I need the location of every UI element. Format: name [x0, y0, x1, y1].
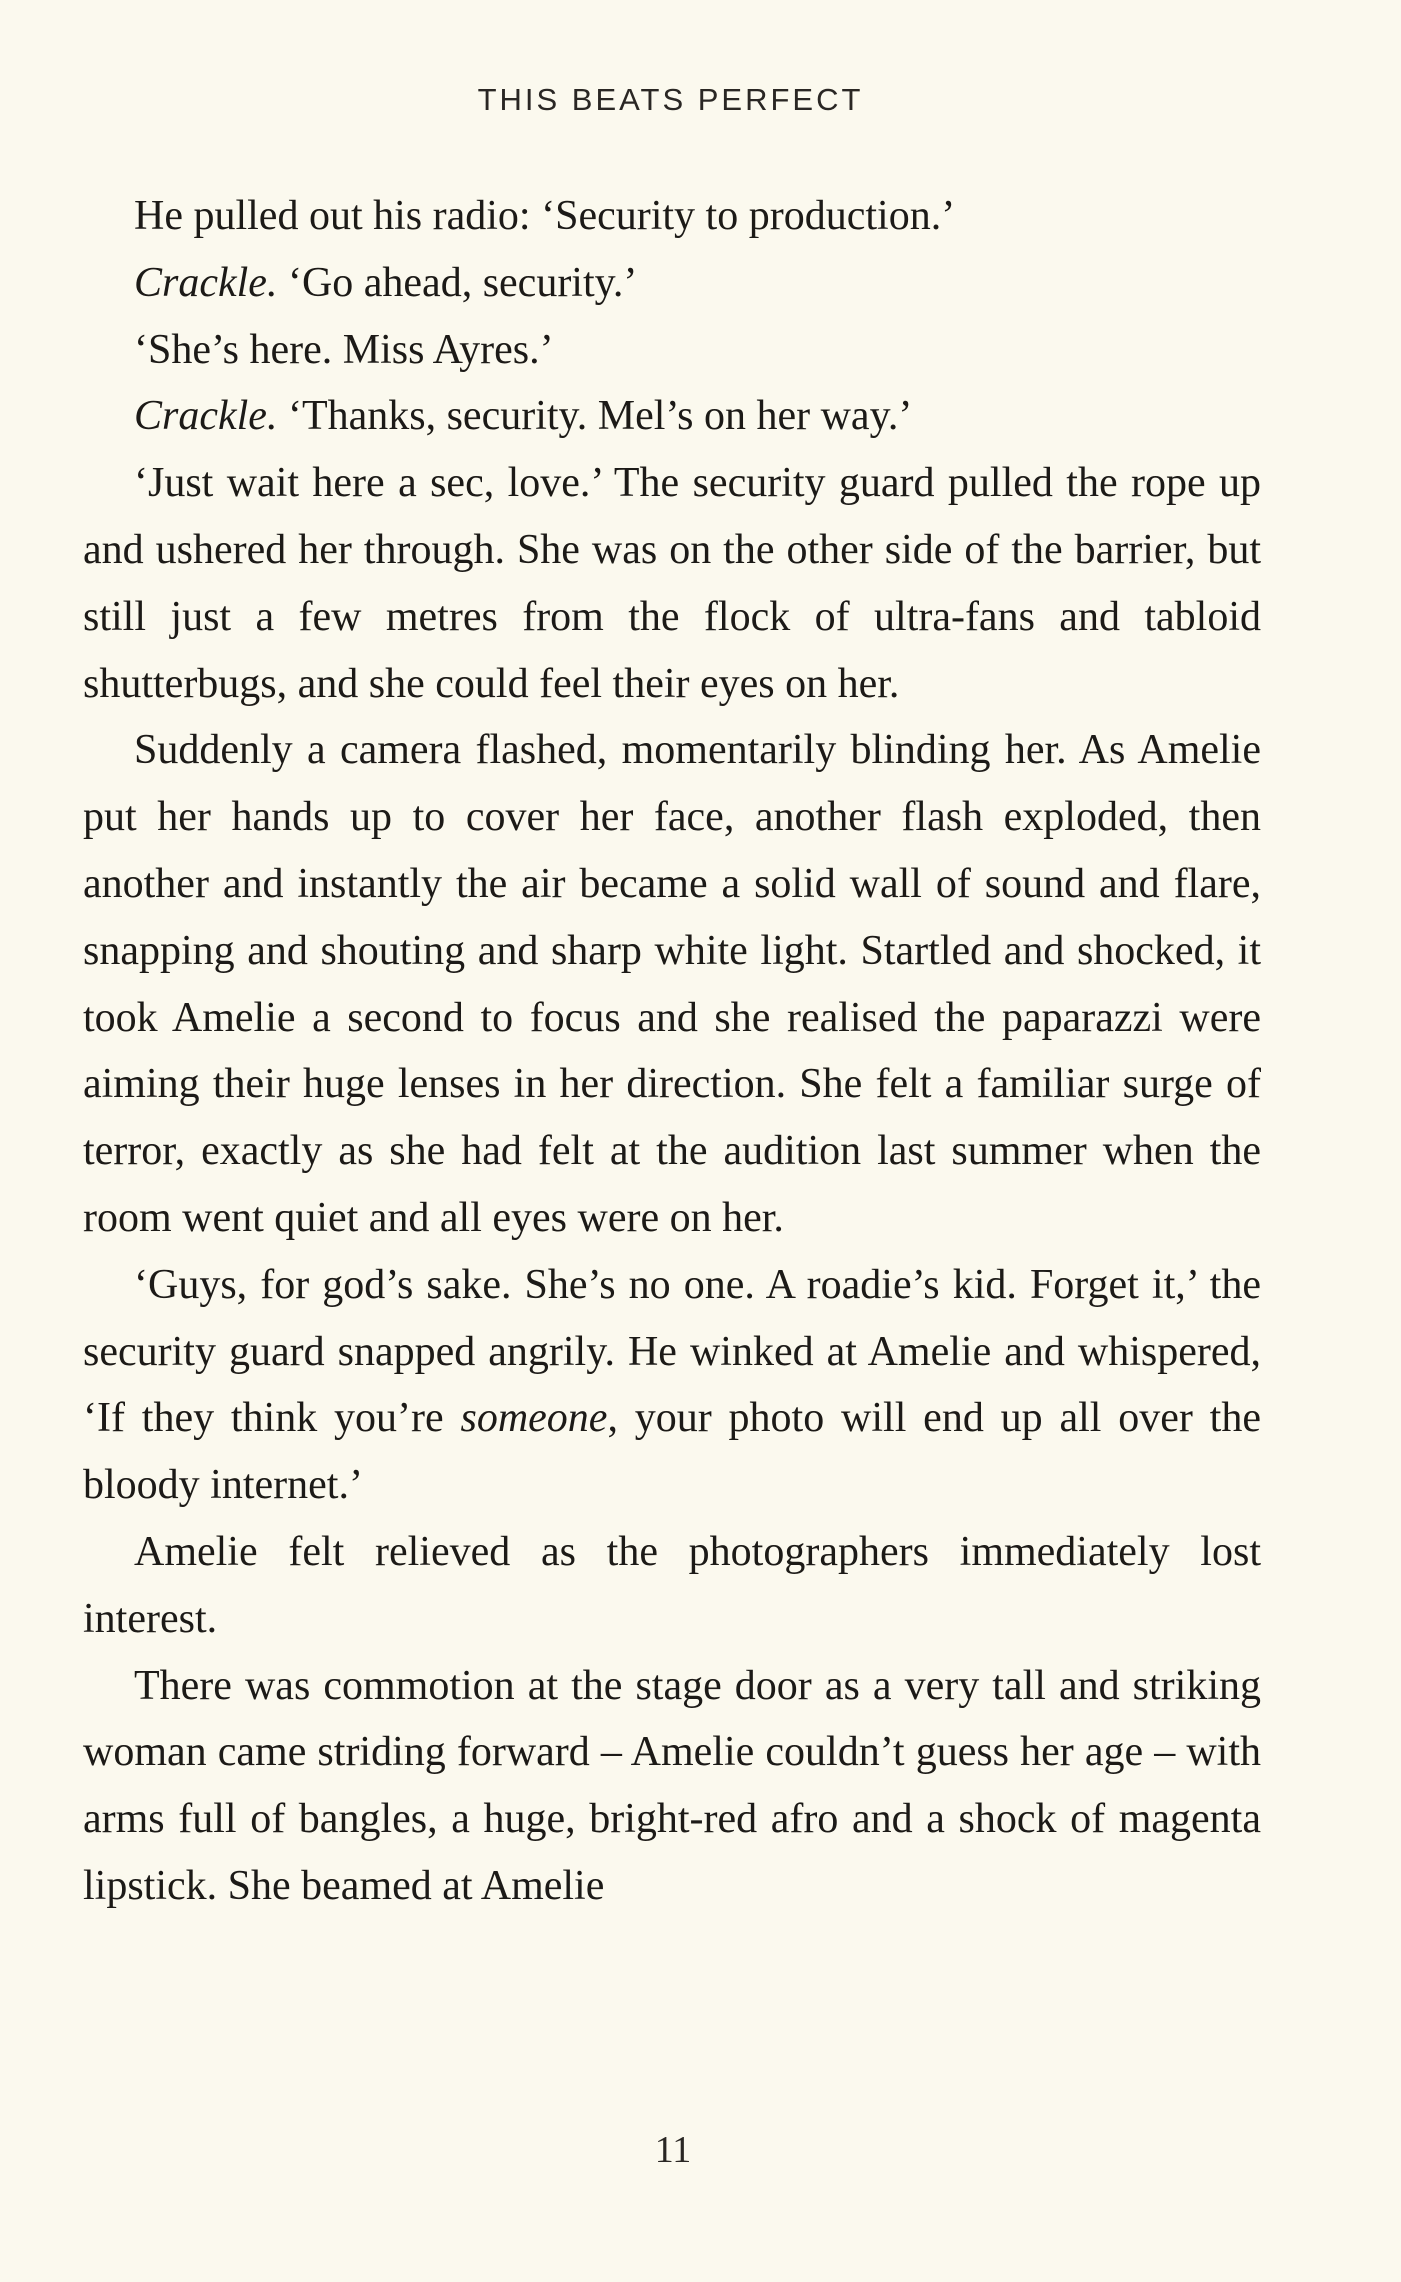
paragraph-crackle-1: Crackle. ‘Go ahead, security.’ [134, 259, 638, 306]
paragraph-radio: He pulled out his radio: ‘Security to production.’ [134, 193, 956, 239]
paragraph-crackle-2: Crackle. ‘Thanks, security. Mel’s on her way.’ [134, 393, 913, 440]
body-text [83, 183, 1261, 1920]
paragraph-camera-flash: Suddenly a camera flashed, momentarily blinding her. As Amelie put her hands up to cover her face, another flash exploded, then another and instantly the air became a solid wall of sound and flare, snapping and shouting and sharp white light. Startled and shocked, it took Amelie a second to focus and she realised the paparazzi were aiming their huge lenses in her direction. She felt a familiar surge of terror, exactly as she had felt at the audition last summer when the room went quiet and all eyes were on her. [83, 727, 1261, 1241]
emphasis: someone [460, 1395, 608, 1442]
paragraph-guys: ‘Guys, for god’s sake. She’s no one. A roadie’s kid. Forget it,’ the security guard snapped angrily. He winked at Amelie and whispered, ‘If they think you’re someone, your photo will end up all over the bloody internet.’ [83, 1261, 1261, 1509]
sound-effect: Crackle. [134, 393, 278, 440]
sound-effect: Crackle. [134, 259, 278, 306]
running-head: THIS BEATS PERFECT [477, 82, 864, 117]
page-number: 11 [654, 2129, 692, 2171]
paragraph-shes-here: ‘She’s here. Miss Ayres.’ [134, 326, 554, 373]
paragraph-relieved: Amelie felt relieved as the photographers immediately lost interest. [83, 1528, 1261, 1642]
paragraph-commotion: There was commotion at the stage door as a very tall and striking woman came striding forward – Amelie couldn’t guess her age – with arms full of bangles, a huge, bright-red afro and a shock of magenta lipstick. She beamed at Amelie [83, 1662, 1261, 1909]
paragraph-wait-here: ‘Just wait here a sec, love.’ The security guard pulled the rope up and ushered her through. She was on the other side of the barrier, but still just a few metres from the flock of ultra-fans and tabloid shutterbugs, and she could feel their eyes on her. [83, 460, 1261, 707]
